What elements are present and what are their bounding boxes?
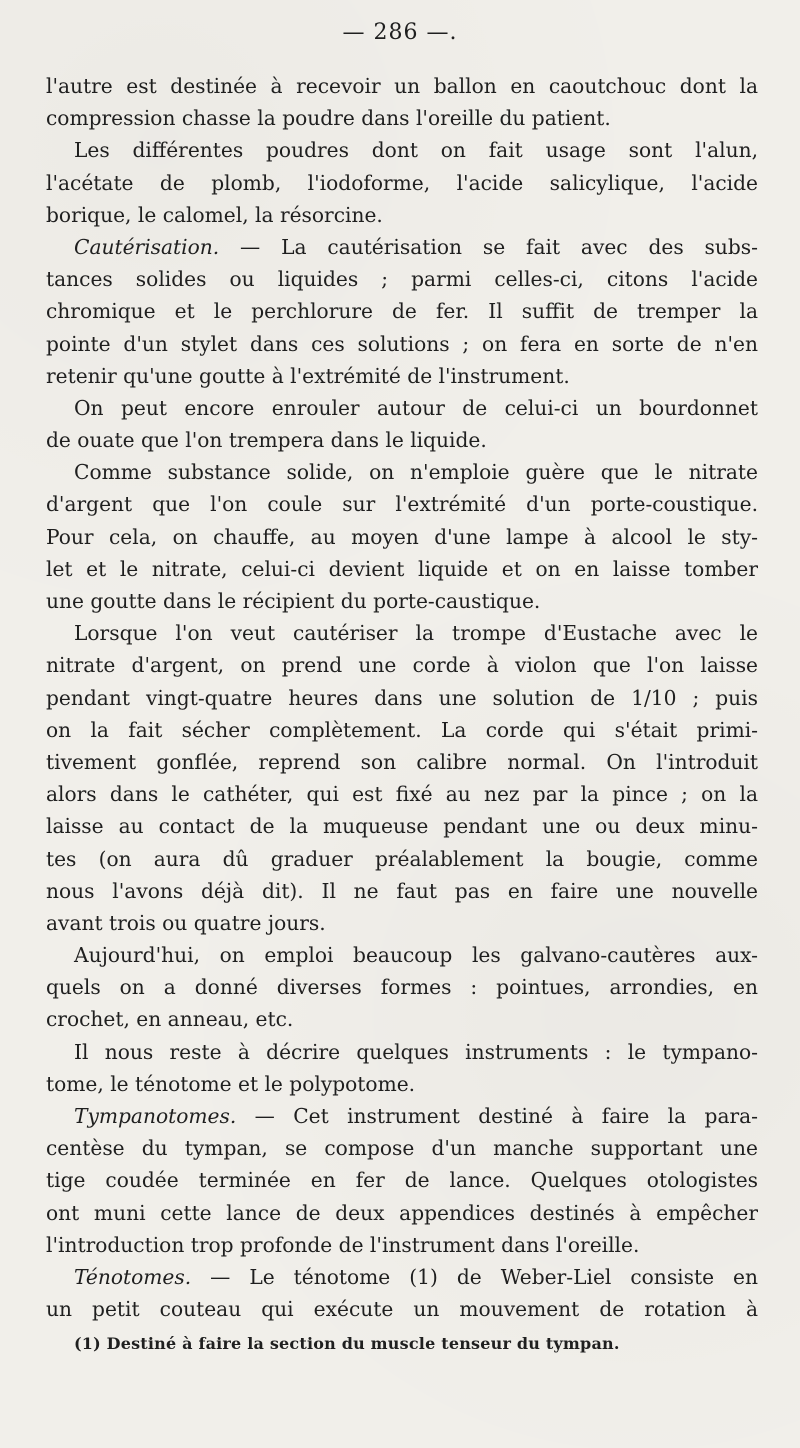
text-line: chromique et le perchlorure de fer. Il suffit de tremper la bbox=[46, 299, 758, 324]
text-line: tes (on aura dû graduer préalablement la bougie, comme bbox=[46, 846, 758, 871]
text-line: l'acétate de plomb, l'iodoforme, l'acide salicylique, l'acide bbox=[46, 170, 758, 195]
text-line: pendant vingt-quatre heures dans une solution de 1/10 ; puis bbox=[46, 685, 758, 710]
text-line: retenir qu'une goutte à l'extrémité de l'instrument. bbox=[46, 363, 570, 388]
section-heading: Tympanotomes. bbox=[74, 1104, 237, 1128]
text-line: tome, le ténotome et le polypotome. bbox=[46, 1071, 416, 1096]
text-line: On peut encore enrouler autour de celui-ci un bourdonnet bbox=[74, 395, 758, 420]
text-line: ont muni cette lance de deux appendices destinés à empêcher bbox=[46, 1200, 758, 1225]
text-line: nitrate d'argent, on prend une corde à violon que l'on laisse bbox=[46, 653, 758, 678]
text-line: nous l'avons déjà dit). Il ne faut pas en faire une nouvelle bbox=[46, 878, 758, 903]
text-line: quels on a donné diverses formes : pointues, arrondies, en bbox=[46, 975, 758, 1000]
text-line: Pour cela, on chauffe, au moyen d'une lampe à alcool le sty- bbox=[46, 524, 758, 549]
body-text bbox=[46, 70, 758, 1325]
text-line: l'introduction trop profonde de l'instrument dans l'oreille. bbox=[46, 1232, 640, 1257]
text-line: une goutte dans le récipient du porte-caustique. bbox=[46, 589, 541, 613]
text-line-tympanotomes: Tympanotomes. — Cet instrument destiné à faire la para- bbox=[74, 1104, 758, 1128]
text-line: de ouate que l'on trempera dans le liquide. bbox=[46, 428, 487, 453]
text-line: laisse au contact de la muqueuse pendant une ou deux minu- bbox=[46, 814, 758, 839]
text-line: crochet, en anneau, etc. bbox=[46, 1007, 294, 1032]
footnote: (1) Destiné à faire la section du muscle tenseur du tympan. bbox=[74, 1334, 620, 1353]
text-line: un petit couteau qui exécute un mouvement de rotation à bbox=[46, 1297, 758, 1322]
text-line: compression chasse la poudre dans l'oreille du patient. bbox=[46, 106, 611, 131]
text-line-cauterisation: Cautérisation. — La cautérisation se fait avec des subs- bbox=[74, 234, 758, 259]
text-line: tige coudée terminée en fer de lance. Quelques otologistes bbox=[46, 1168, 758, 1193]
text-line: tivement gonflée, reprend son calibre normal. On l'introduit bbox=[46, 749, 758, 774]
text-line: Comme substance solide, on n'emploie guère que le nitrate bbox=[74, 460, 758, 485]
text-line: pointe d'un stylet dans ces solutions ; on fera en sorte de n'en bbox=[46, 331, 758, 356]
text-line: let et le nitrate, celui-ci devient liquide et on en laisse tomber bbox=[46, 556, 758, 581]
text-line: alors dans le cathéter, qui est fixé au nez par la pince ; on la bbox=[46, 782, 758, 807]
page-number: — 286 —. bbox=[342, 20, 458, 45]
text-line: l'autre est destinée à recevoir un ballon en caoutchouc dont la bbox=[46, 74, 758, 98]
text-line: d'argent que l'on coule sur l'extrémité d'un porte-coustique. bbox=[46, 492, 758, 517]
text-line: Les différentes poudres dont on fait usage sont l'alun, bbox=[74, 138, 758, 163]
text-line: Lorsque l'on veut cautériser la trompe d'Eustache avec le bbox=[74, 621, 758, 646]
section-heading: Cautérisation. bbox=[74, 234, 220, 259]
text-line: centèse du tympan, se compose d'un manche supportant une bbox=[46, 1136, 758, 1161]
text-line: Il nous reste à décrire quelques instruments : le tympano- bbox=[74, 1039, 758, 1064]
text-line: tances solides ou liquides ; parmi celles-ci, citons l'acide bbox=[46, 267, 758, 292]
text-line: borique, le calomel, la résorcine. bbox=[46, 202, 383, 227]
text-line: on la fait sécher complètement. La corde qui s'était primi- bbox=[46, 717, 758, 742]
text-line-tenotomes: Ténotomes. — Le ténotome (1) de Weber-Liel consiste en bbox=[74, 1264, 758, 1289]
section-heading: Ténotomes. bbox=[74, 1264, 192, 1289]
text-line: Aujourd'hui, on emploi beaucoup les galvano-cautères aux- bbox=[74, 943, 758, 968]
text-line: avant trois ou quatre jours. bbox=[46, 910, 326, 935]
